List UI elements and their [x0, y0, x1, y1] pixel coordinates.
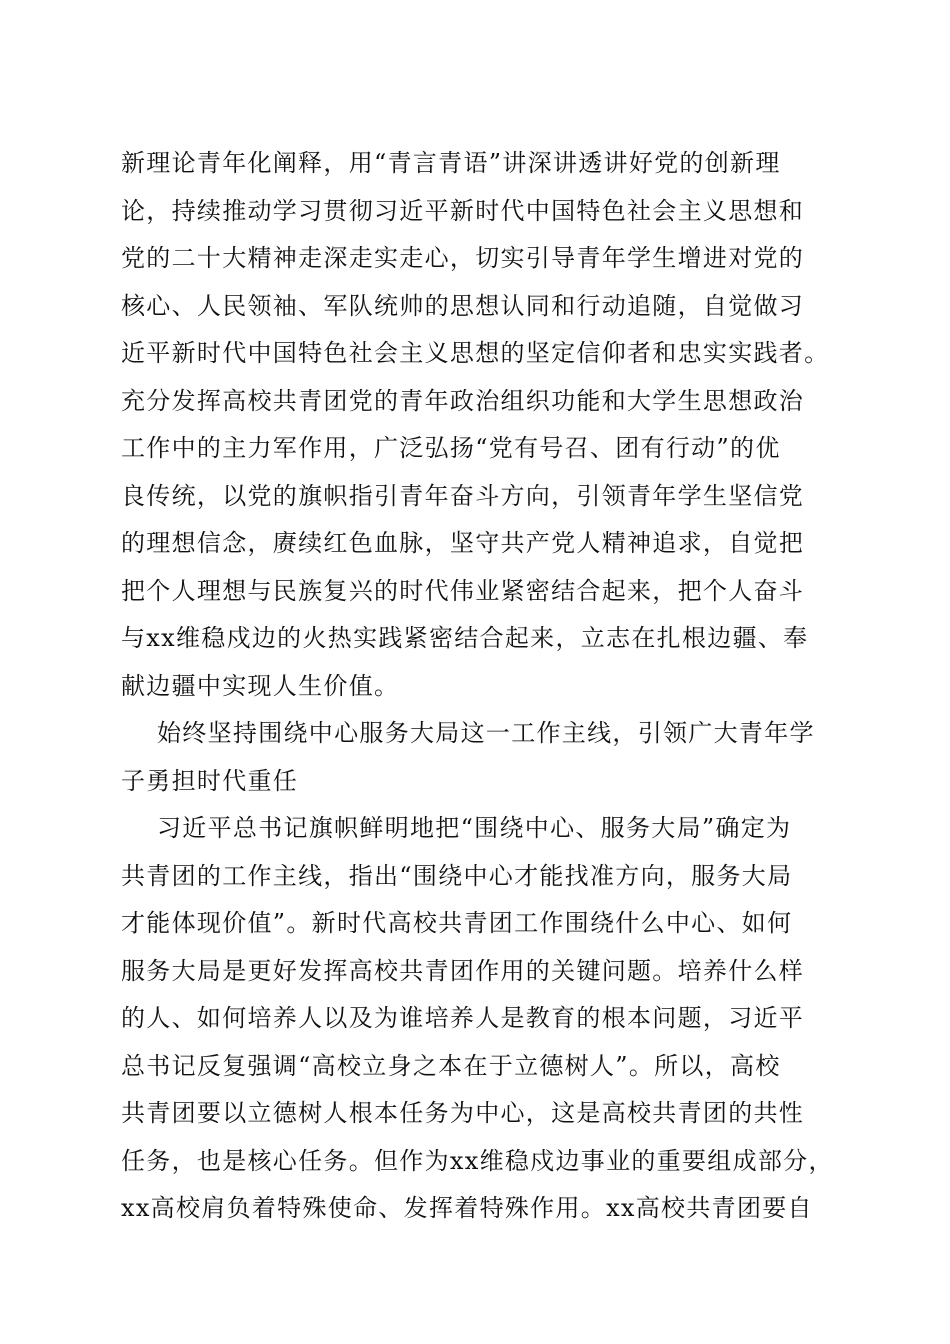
- text-line: 近平新时代中国特色社会主义思想的坚定信仰者和忠实实践者。: [121, 339, 830, 367]
- text-line: 任务，也是核心任务。但作为xx维稳戍边事业的重要组成部分，: [121, 1147, 834, 1175]
- section-heading-line: 始终坚持围绕中心服务大局这一工作主线，引领广大青年学: [157, 719, 815, 747]
- text-line: 党的二十大精神走深走实走心，切实引导青年学生增进对党的: [121, 244, 805, 272]
- text-line: 把个人理想与民族复兴的时代伟业紧密结合起来，把个人奋斗: [121, 577, 805, 605]
- text-line: 的理想信念，赓续红色血脉，坚守共产党人精神追求，自觉把: [121, 529, 805, 557]
- section-heading-line: 子勇担时代重任: [121, 767, 299, 795]
- text-line: 充分发挥高校共青团党的青年政治组织功能和大学生思想政治: [121, 387, 805, 415]
- text-line: 与xx维稳戍边的火热实践紧密结合起来，立志在扎根边疆、奉: [121, 624, 809, 652]
- text-line: 工作中的主力军作用，广泛弘扬“党有号召、团有行动”的优: [121, 434, 781, 462]
- text-line: 服务大局是更好发挥高校共青团作用的关键问题。培养什么样: [121, 957, 805, 985]
- text-line: 总书记反复强调“高校立身之本在于立德树人”。所以，高校: [121, 1052, 781, 1080]
- text-line: 习近平总书记旗帜鲜明地把“围绕中心、服务大局”确定为: [157, 814, 792, 842]
- text-line: 新理论青年化阐释，用“青言青语”讲深讲透讲好党的创新理: [121, 149, 781, 177]
- text-line: 核心、人民领袖、军队统帅的思想认同和行动追随，自觉做习: [121, 292, 805, 320]
- text-line: 论，持续推动学习贯彻习近平新时代中国特色社会主义思想和: [121, 197, 805, 225]
- text-line: 的人、如何培养人以及为谁培养人是教育的根本问题，习近平: [121, 1004, 805, 1032]
- text-line: 共青团的工作主线，指出“围绕中心才能找准方向，服务大局: [121, 862, 793, 890]
- text-line: 才能体现价值”。新时代高校共青团工作围绕什么中心、如何: [121, 909, 793, 937]
- text-line: 良传统，以党的旗帜指引青年奋斗方向，引领青年学生坚信党: [121, 482, 805, 510]
- text-line: 献边疆中实现人生价值。: [121, 672, 400, 700]
- text-line: 共青团要以立德树人根本任务为中心，这是高校共青团的共性: [121, 1099, 805, 1127]
- text-line: xx高校肩负着特殊使命、发挥着特殊作用。xx高校共青团要自: [121, 1194, 813, 1222]
